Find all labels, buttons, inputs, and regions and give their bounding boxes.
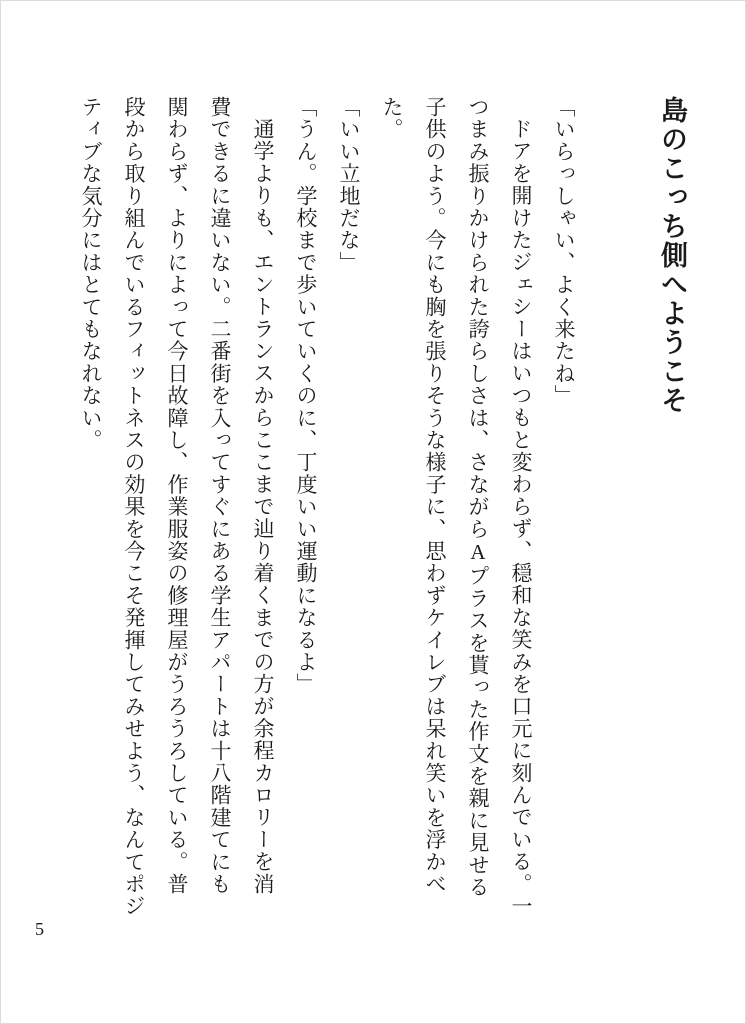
page-number: 5 [35,919,44,939]
paragraph [327,96,370,920]
vertical-text-area [69,96,695,920]
text-column-line: 費できるに違いない。二番街を入ってすぐにある学生アパートは十八階建てにも [208,96,232,896]
text-column-line: 段から取り組んでいるフィットネスの効果を今こそ発揮してみせよう、なんてポジ [122,96,146,918]
text-column-line: つまみ振りかけられた誇らしさは、さながらAプラスを貰った作文を親に見せる [466,96,490,899]
paragraph [370,96,542,920]
text-column-line: 子供のよう。今にも胸を張りそうな様子に、思わずケイレブは呆れ笑いを浮かべ [423,96,447,896]
paragraph [69,96,284,920]
paragraph [284,96,327,920]
text-column-line: た。 [380,96,404,141]
text-column-line: 「いらっしゃい、よく来たね」 [552,96,576,407]
body-text [69,96,585,920]
text-column-line: 「いい立地だな」 [337,96,361,274]
chapter-title: 島のこっち側へようこそ [657,96,687,415]
text-column-line: ドアを開けたジェシーはいつもと変わらず、穏和な笑みを口元に刻んでいる。一 [509,118,533,918]
text-column-line: 関わらず、よりによって今日故障し、作業服姿の修理屋がうろうろしている。普 [165,96,189,896]
text-column-line: ティブな気分にはとてもなれない。 [79,96,103,452]
paragraph [542,96,585,920]
text-column-line: 「うん。学校まで歩いていくのに、丁度いい運動になるよ」 [294,96,318,696]
text-column-line: 通学よりも、エントランスからここまで辿り着くまでの方が余程カロリーを消 [251,118,275,895]
